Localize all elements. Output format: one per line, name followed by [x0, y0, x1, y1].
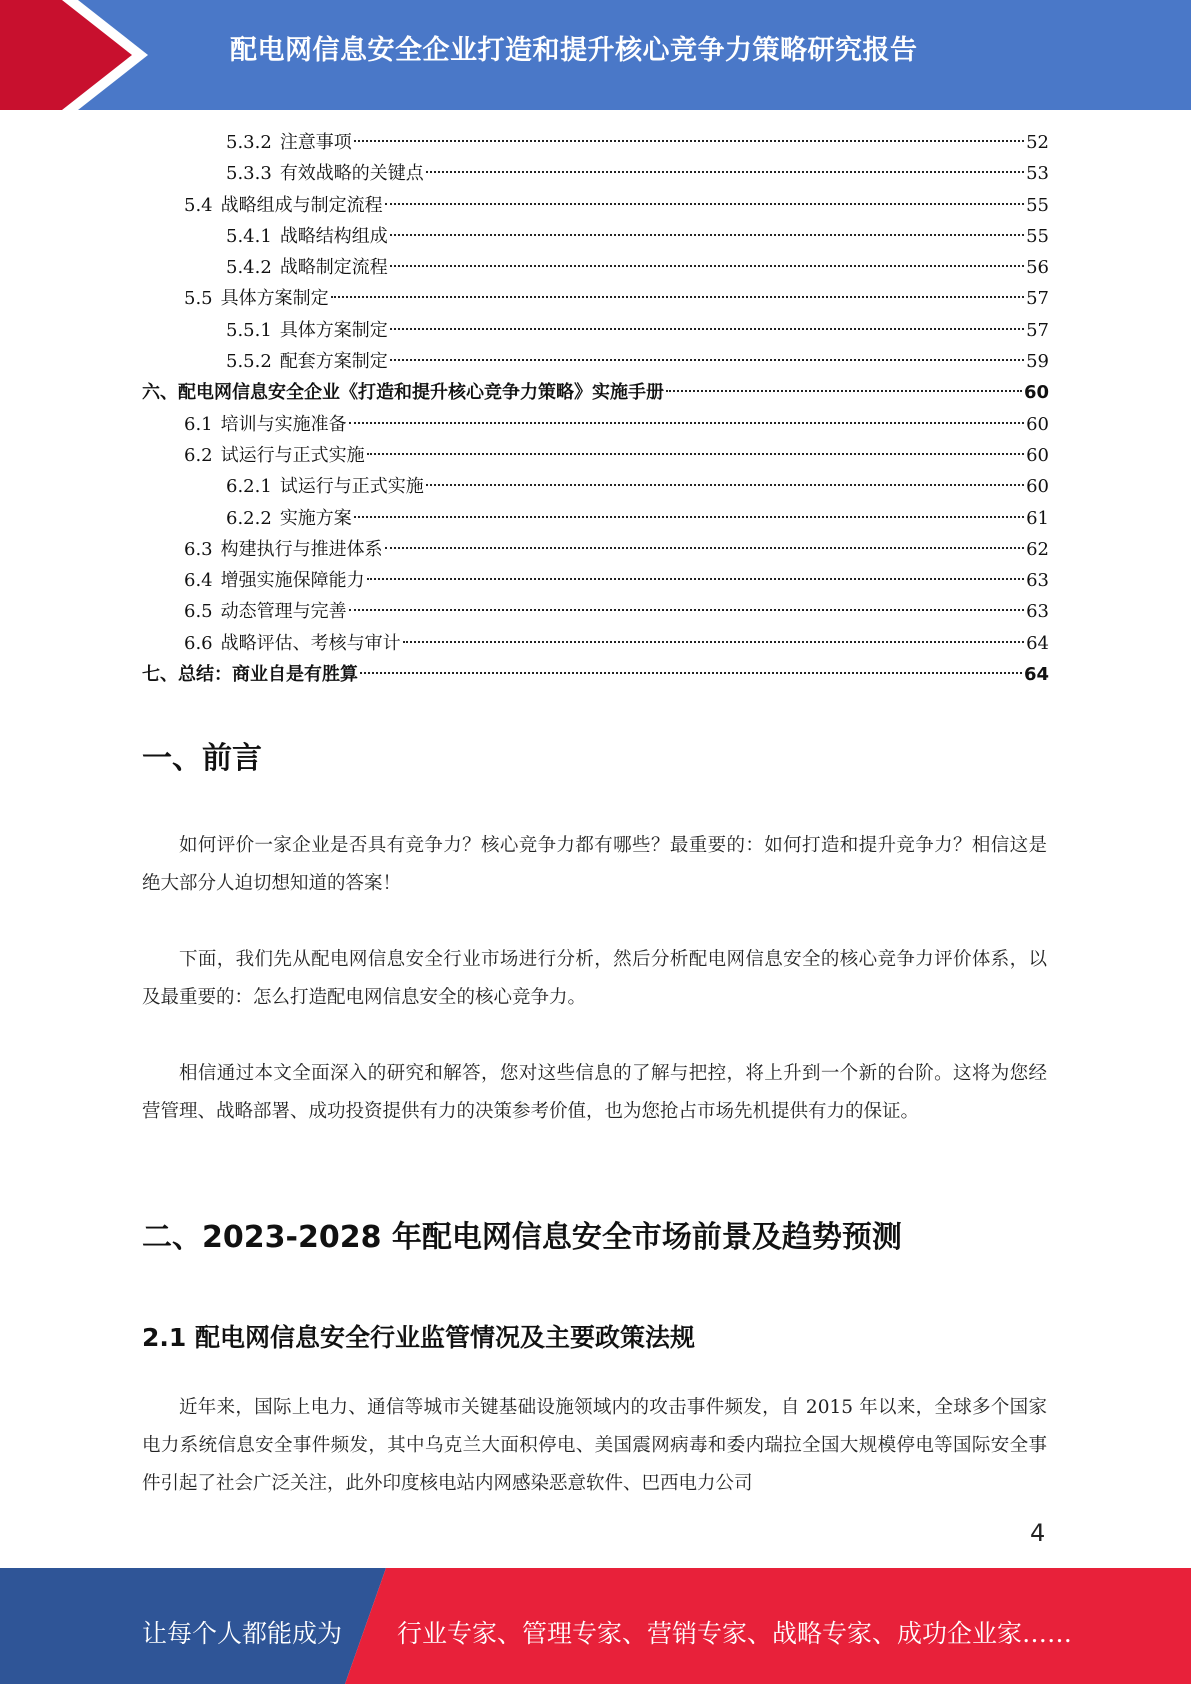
toc-entry-page: 62 [1026, 538, 1049, 560]
toc-entry-page: 55 [1026, 194, 1049, 216]
toc-leader-dots [390, 328, 1024, 330]
toc-entry-label: 战略组成与制定流程 [220, 194, 383, 216]
page-header [0, 0, 1191, 110]
toc-entry-number: 5.4.2 [226, 257, 272, 279]
toc-entry-page: 60 [1023, 382, 1049, 404]
toc-leader-dots [354, 140, 1024, 142]
toc-entry-page: 60 [1026, 476, 1049, 498]
toc-entry[interactable] [142, 628, 1049, 659]
toc-entry[interactable] [142, 503, 1049, 534]
toc-entry[interactable] [142, 471, 1049, 502]
toc-entry-number: 七、 [142, 664, 178, 686]
toc-leader-dots [385, 203, 1024, 205]
toc-entry-number: 5.5.1 [226, 319, 272, 341]
toc-entry-number: 6.2.1 [226, 476, 272, 498]
toc-leader-dots [403, 641, 1024, 643]
toc-entry-number: 6.2 [184, 444, 213, 466]
toc-entry[interactable] [142, 659, 1049, 690]
toc-entry-label: 构建执行与推进体系 [220, 538, 383, 560]
toc-entry-label: 战略评估、考核与审计 [220, 632, 401, 654]
toc-leader-dots [354, 516, 1024, 518]
toc-entry[interactable] [142, 377, 1049, 408]
page-number: 4 [1030, 1519, 1046, 1547]
footer-slogan-right: 行业专家、管理专家、营销专家、战略专家、成功企业家…… [397, 1619, 1073, 1648]
toc-entry-page: 52 [1026, 132, 1049, 153]
toc-leader-dots [367, 453, 1024, 455]
paragraph: 近年来，国际上电力、通信等城市关键基础设施领域内的攻击事件频发，自 2015 年以来，全球多个国家电力系统信息安全事件频发，其中乌克兰大面积停电、美国震网病毒和委内瑞拉全国大规模停电等国际安全事件引起了社会广泛关注，此外印度核电站内网感染恶意软件、巴西电力公司 [142, 1397, 1047, 1494]
toc-entry-page: 64 [1026, 632, 1049, 654]
toc-entry[interactable] [142, 158, 1049, 189]
footer-slogan-left: 让每个人都能成为 [142, 1619, 343, 1648]
toc-entry-page: 55 [1026, 225, 1049, 247]
toc-entry-label: 试运行与正式实施 [220, 444, 365, 466]
toc-entry-label: 具体方案制定 [220, 288, 329, 310]
toc-entry-number: 6.6 [184, 632, 213, 654]
toc-entry-page: 57 [1026, 288, 1049, 310]
toc-entry-page: 60 [1026, 413, 1049, 435]
toc-entry-label: 配套方案制定 [279, 351, 388, 373]
toc-entry-page: 60 [1026, 444, 1049, 466]
page-footer [0, 1568, 1191, 1684]
toc-entry-number: 5.5.2 [226, 351, 272, 373]
toc-entry-label: 注意事项 [279, 132, 352, 153]
toc-entry[interactable] [142, 440, 1049, 471]
toc-entry[interactable] [142, 315, 1049, 346]
toc-entry-label: 战略结构组成 [279, 225, 388, 247]
toc-leader-dots [426, 484, 1024, 486]
toc-entry-number: 6.5 [184, 601, 213, 623]
toc-entry-label: 总结：商业自是有胜算 [178, 664, 358, 686]
toc-leader-dots [360, 672, 1022, 674]
toc-leader-dots [390, 234, 1024, 236]
toc-entry-page: 59 [1026, 351, 1049, 373]
section-heading-market-outlook: 二、2023-2028 年配电网信息安全市场前景及趋势预测 [142, 1220, 902, 1255]
toc-entry-page: 64 [1023, 664, 1049, 686]
toc-entry-label: 增强实施保障能力 [220, 570, 365, 592]
toc-entry-page: 63 [1026, 601, 1049, 623]
toc-entry-number: 5.4.1 [226, 225, 272, 247]
toc-entry-label: 动态管理与完善 [220, 601, 347, 623]
toc-entry-number: 6.2.2 [226, 507, 272, 529]
toc-entry[interactable] [142, 534, 1049, 565]
toc-entry-number: 5.5 [184, 288, 213, 310]
toc-leader-dots [385, 547, 1024, 549]
toc-entry[interactable] [142, 565, 1049, 596]
toc-entry-number: 5.3.3 [226, 163, 272, 185]
toc-entry[interactable] [142, 252, 1049, 283]
toc-leader-dots [666, 390, 1022, 392]
toc-leader-dots [367, 578, 1024, 580]
toc-entry-label: 培训与实施准备 [220, 413, 347, 435]
toc-entry-label: 战略制定流程 [279, 257, 388, 279]
toc-entry[interactable] [142, 190, 1049, 221]
toc-entry-number: 6.4 [184, 570, 213, 592]
toc-entry-page: 56 [1026, 257, 1049, 279]
toc-leader-dots [390, 359, 1024, 361]
toc-entry-number: 6.1 [184, 413, 213, 435]
toc-entry-label: 有效战略的关键点 [279, 163, 424, 185]
toc-entry-number: 5.3.2 [226, 132, 272, 153]
toc-entry-number: 6.3 [184, 538, 213, 560]
toc-entry[interactable] [142, 596, 1049, 627]
toc-leader-dots [331, 296, 1024, 298]
subsection-heading: 2.1 配电网信息安全行业监管情况及主要政策法规 [142, 1323, 695, 1352]
toc-entry-number: 六、 [142, 382, 178, 404]
toc-leader-dots [349, 422, 1024, 424]
toc-entry[interactable] [142, 409, 1049, 440]
toc-entry-page: 61 [1026, 507, 1049, 529]
paragraph: 下面，我们先从配电网信息安全行业市场进行分析，然后分析配电网信息安全的核心竞争力评价体系，以及最重要的：怎么打造配电网信息安全的核心竞争力。 [142, 949, 1047, 1008]
toc-entry-label: 实施方案 [279, 507, 352, 529]
toc-entry-label: 具体方案制定 [279, 319, 388, 341]
toc-leader-dots [390, 265, 1024, 267]
toc-entry-page: 57 [1026, 319, 1049, 341]
toc-entry[interactable] [142, 221, 1049, 252]
report-title: 配电网信息安全企业打造和提升核心竞争力策略研究报告 [230, 35, 918, 66]
toc-entry-label: 配电网信息安全企业《打造和提升核心竞争力策略》实施手册 [178, 382, 664, 404]
toc-leader-dots [426, 171, 1024, 173]
toc-entry[interactable] [142, 127, 1049, 158]
section-heading-preface: 一、前言 [142, 741, 262, 776]
toc-entry-label: 试运行与正式实施 [279, 476, 424, 498]
toc-entry[interactable] [142, 283, 1049, 314]
toc-entry-number: 5.4 [184, 194, 213, 216]
table-of-contents [142, 127, 1049, 690]
toc-leader-dots [349, 609, 1024, 611]
toc-entry-page: 63 [1026, 570, 1049, 592]
toc-entry-page: 53 [1026, 163, 1049, 185]
paragraph: 如何评价一家企业是否具有竞争力？核心竞争力都有哪些？最重要的：如何打造和提升竞争力？相信这是绝大部分人迫切想知道的答案！ [142, 835, 1047, 894]
paragraph: 相信通过本文全面深入的研究和解答，您对这些信息的了解与把控，将上升到一个新的台阶。这将为您经营管理、战略部署、成功投资提供有力的决策参考价值，也为您抢占市场先机提供有力的保证。 [142, 1063, 1047, 1122]
toc-entry[interactable] [142, 346, 1049, 377]
